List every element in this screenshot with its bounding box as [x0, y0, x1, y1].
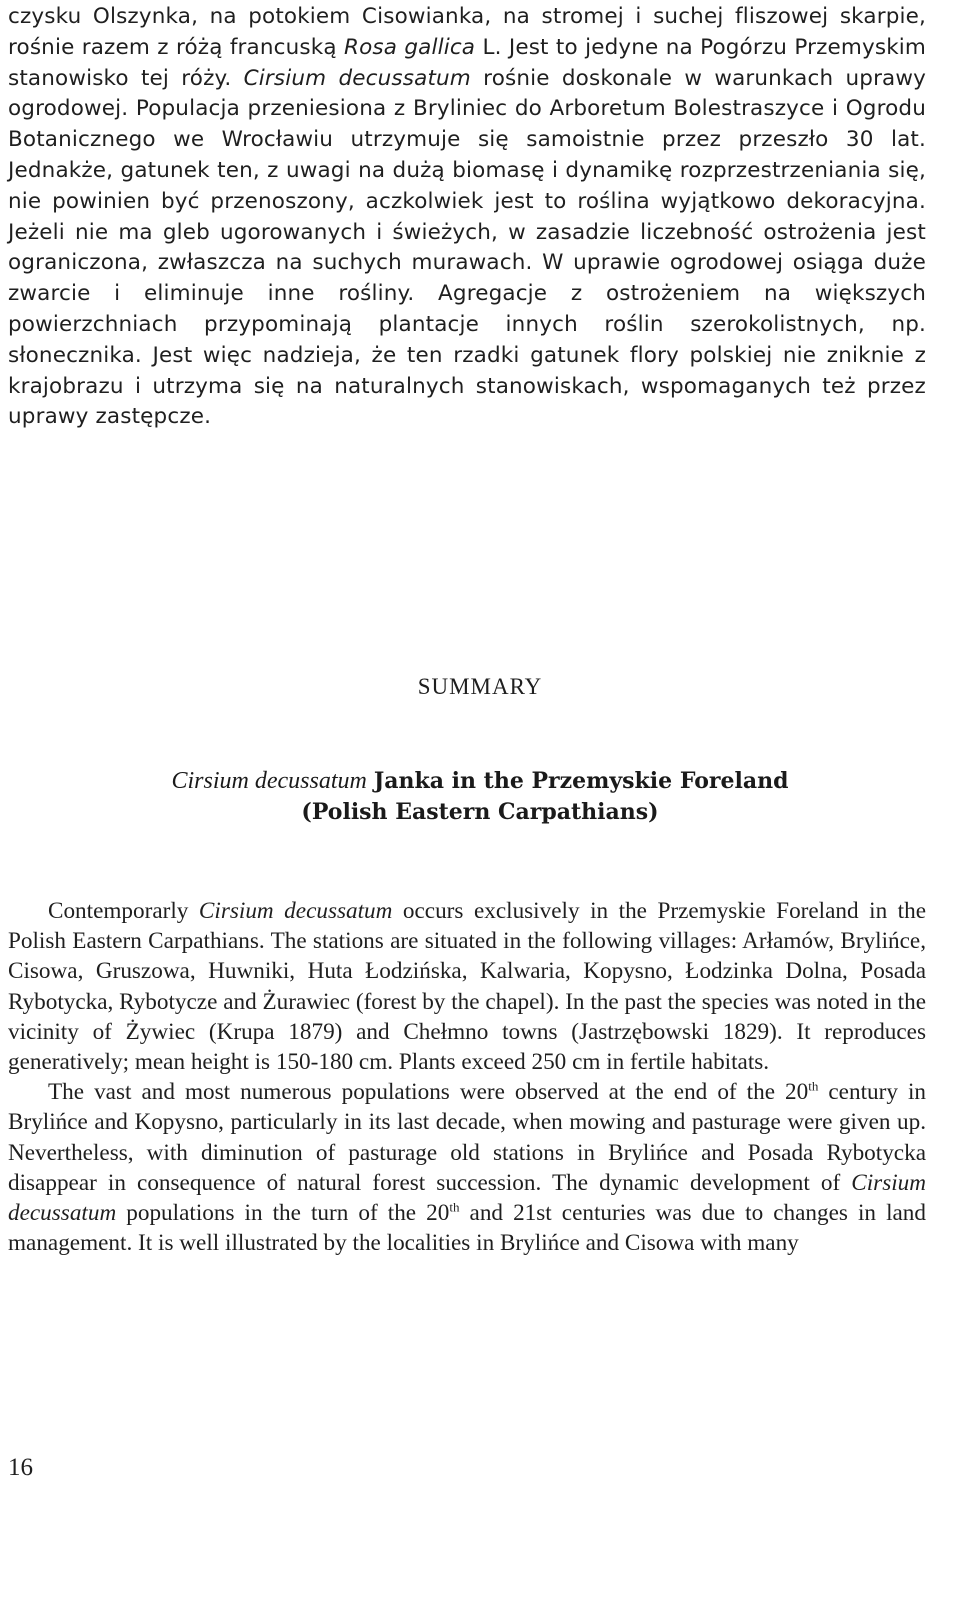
summary-paragraph-1: Contemporarly Cirsium decussatum occurs exclusively in the Przemyskie Foreland in the Polish Eastern Carpathians. The stations are situated in the following villages: Arłamów, Brylińce, Cisowa, Gruszowa, Huwniki, Huta Łodzińska, Kalwaria, Kopysno, Łodzinka Dolna, Posada Rybotycka, Rybotycze and Żurawiec (forest by the chapel). In the past the species was noted in the vicinity of Żywiec (Krupa 1879) and Chełmno towns (Jastrzębowski 1829). It reproduces generatively; mean height is 150-180 cm. Plants exceed 250 cm in fertile habitats.	[8, 898, 927, 1076]
summary-heading: SUMMARY	[417, 674, 543, 699]
polish-text: L. Jest to jedyne na Pogórzu Przemyskim stanowisko tej róży.	[8, 34, 927, 91]
polish-paragraph	[8, 2, 926, 433]
species-name: Cirsium decussatum	[198, 898, 393, 924]
summary-title-line-1: Janka in the Przemyskie Foreland	[373, 768, 789, 794]
species-name: Rosa gallica	[343, 34, 476, 60]
species-name: Cirsium decussatum	[243, 65, 471, 91]
summary-title-species: Cirsium decussatum	[171, 768, 367, 794]
species-name: Cirsium decussatum	[8, 1169, 927, 1227]
polish-text: rośnie doskonale w warunkach uprawy ogrodowej. Populacja przeniesiona z Bryliniec do Arboretum Bolestraszyce i Ogrodu Botanicznego we Wrocławiu utrzymuje się samoistnie przez przeszło 30 lat. Jednakże, gatunek ten, z uwagi na dużą biomasę i dynamikę rozprzestrzeniania się, nie powinien być przenoszony, aczkolwiek jest to roślina wyjątkowo dekoracyjna. Jeżeli nie ma gleb ugorowanych i świeżych, w zasadzie liczebność ostrożenia jest ograniczona, zwłaszcza na suchych murawach. W uprawie ogrodowej osiąga duże zwarcie i eliminuje inne rośliny. Agregacje z ostrożeniem na większych powierzchniach przypominają plantacje innych roślin szerokolistnych, np. słonecznika. Jest więc nadzieja, że ten rzadki gatunek flory polskiej nie zniknie z krajobrazu i utrzyma się na naturalnych stanowiskach, wspomaganych też przez uprawy zastępcze.	[8, 65, 926, 430]
summary-title	[0, 766, 960, 828]
summary-body	[8, 896, 926, 1258]
summary-title-line-2: (Polish Eastern Carpathians)	[301, 799, 659, 825]
page-number: 16	[8, 1454, 33, 1481]
summary-paragraph-2: The vast and most numerous populations were observed at the end of the 20th century in Brylińce and Kopysno, particularly in its last decade, when mowing and pasturage were given up. Nevertheless, with diminution of pasturage old stations in Brylińce and Posada Rybotycka disappear in consequence of natural forest succession. The dynamic development of Cirsium decussatum populations in the turn of the 20th and 21st centuries was due to changes in land management. It is well illustrated by the localities in Brylińce and Cisowa with many	[8, 1078, 927, 1257]
polish-text: czysku Olszynka, na potokiem Cisowianka, na stromej i suchej fliszowej skarpie, rośnie razem z różą francuską	[8, 4, 926, 60]
